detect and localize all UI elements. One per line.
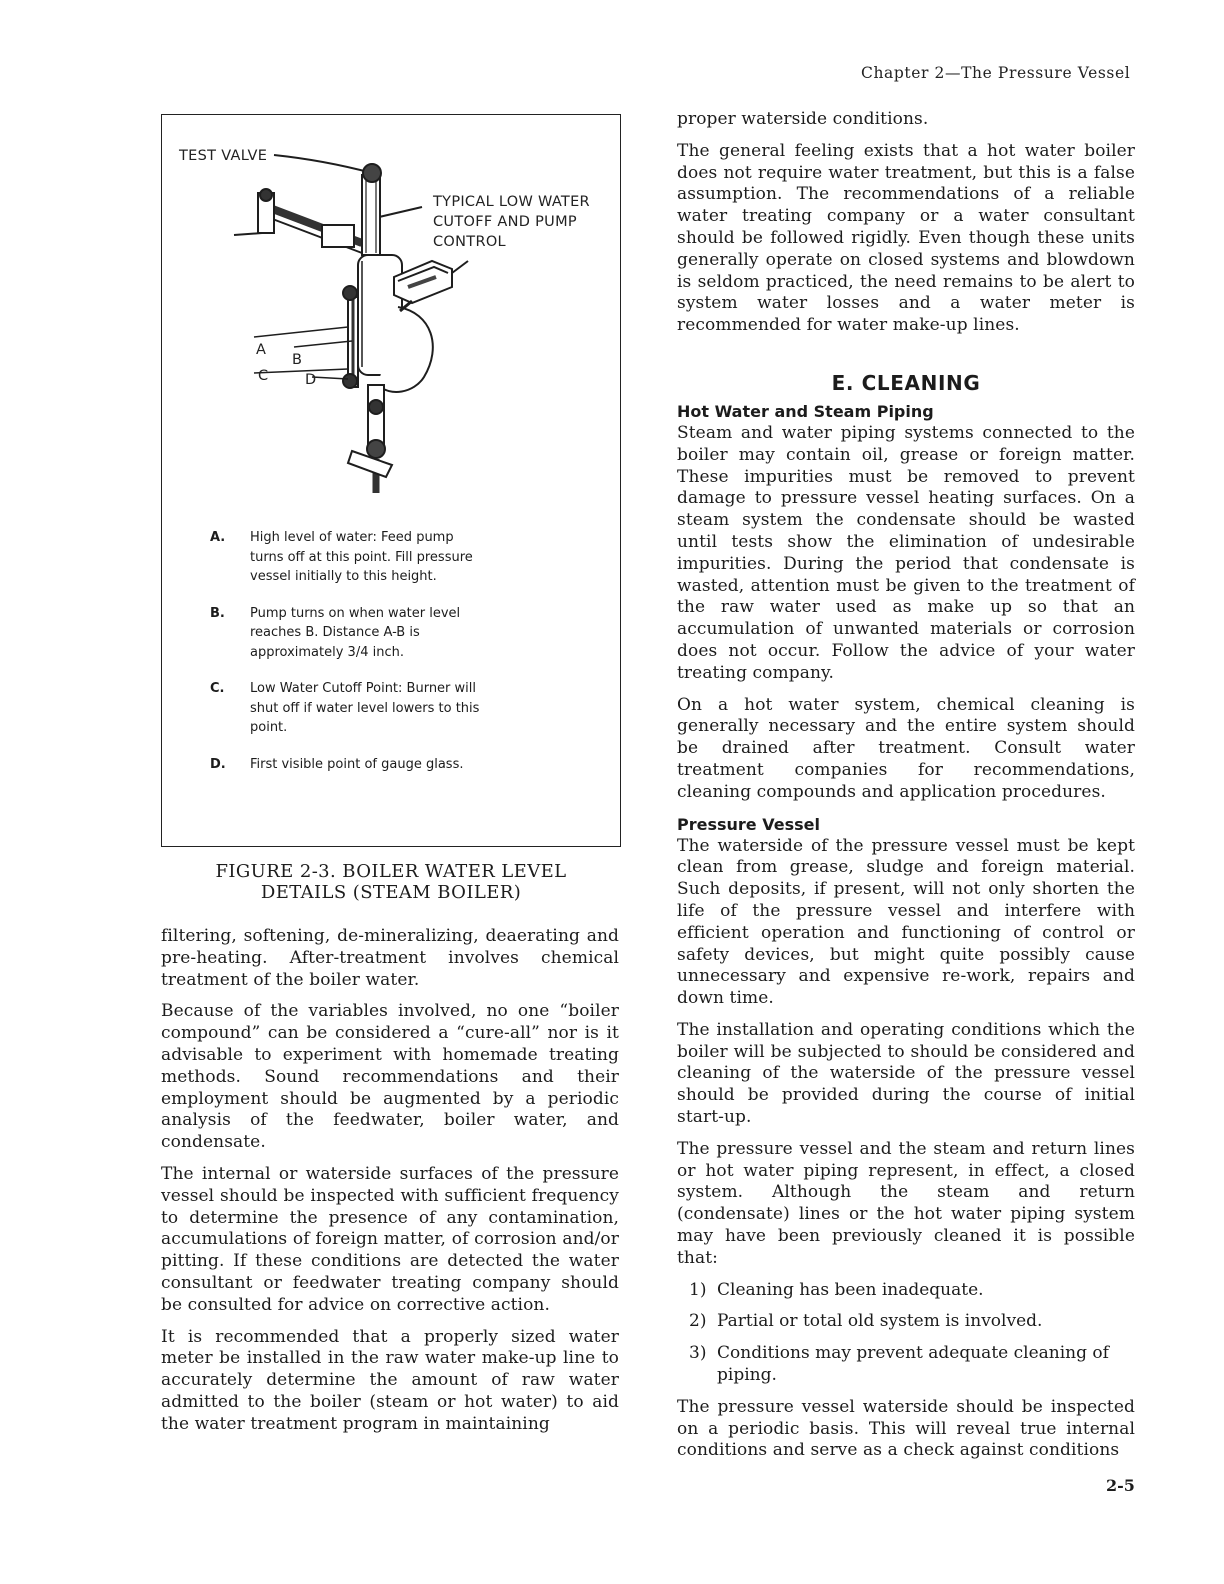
paragraph: The pressure vessel waterside should be inspected on a periodic basis. This will reveal true internal conditions and serve as a check against conditions: [677, 1396, 1135, 1461]
note-text: Pump turns on when water level reaches B. Distance A-B is approximately 3/4 inch.: [250, 605, 461, 660]
list-number: 1): [689, 1279, 707, 1300]
label-typical-line1: TYPICAL LOW WATER: [433, 194, 590, 210]
label-d: D: [305, 372, 317, 388]
page-number: 2-5: [1106, 1476, 1135, 1495]
note-letter: D.: [210, 756, 226, 772]
note-a: [210, 528, 550, 587]
note-c: [210, 679, 550, 738]
figure-boiler-water-level: [161, 114, 621, 847]
left-column: [161, 926, 619, 1446]
right-column: [677, 109, 1135, 1472]
label-a: A: [256, 342, 267, 358]
list-item: [689, 1311, 1135, 1333]
paragraph: The waterside of the pressure vessel must be kept clean from grease, sludge and foreign material. Such deposits, if present, will not only shorten the life of the pressure vessel and interfere with efficient operation and functioning of control or safety devices, but might quite possibly cause unnecessary and expensive re-work, repairs and down time.: [677, 835, 1135, 1009]
figure-caption: [161, 861, 621, 903]
section-title: E. CLEANING: [831, 370, 981, 395]
note-letter: B.: [210, 605, 225, 621]
list-text: Cleaning has been inadequate.: [717, 1279, 984, 1300]
label-b: B: [292, 352, 303, 368]
figure-notes: [210, 528, 550, 791]
subhead-pressure-vessel: Pressure Vessel: [677, 814, 820, 834]
paragraph: On a hot water system, chemical cleaning is generally necessary and the entire system should be drained after treatment. Consult water treatment companies for recommendations, cleaning compounds and application procedures.: [677, 694, 1135, 802]
note-letter: A.: [210, 530, 226, 545]
paragraph: The pressure vessel and the steam and return lines or hot water piping represent, in effect, a closed system. Although the steam and return (condensate) lines or the hot water piping system may have been previously cleaned it is possible that:: [677, 1138, 1135, 1268]
paragraph: The internal or waterside surfaces of the pressure vessel should be inspected with sufficient frequency to determine the presence of any contamination, accumulations of foreign matter, of corrosion and/or pitting. If these conditions are detected the water consultant or feedwater treating company should be consulted for advice on corrective action.: [161, 1163, 619, 1315]
list-item: [689, 1280, 1135, 1302]
note-b: [210, 604, 550, 663]
list-text: Partial or total old system is involved.: [717, 1311, 1043, 1332]
paragraph: filtering, softening, de-mineralizing, deaerating and pre-heating. After-treatment involves chemical treatment of the boiler water.: [161, 926, 619, 990]
subhead-piping: Hot Water and Steam Piping: [677, 401, 934, 421]
list-number: 3): [689, 1343, 707, 1364]
label-test-valve: TEST VALVE: [179, 148, 268, 164]
paragraph: The general feeling exists that a hot water boiler does not require water treatment, but this is a false assumption. The recommendations of a reliable water treating company or a water consultant should be followed rigidly. Even though these units generally operate on closed systems and blowdown is seldom practiced, the need remains to be alert to system water losses and a water meter is recommended for water make-up lines.: [677, 140, 1135, 336]
note-text: Low Water Cutoff Point: Burner will shut off if water level lowers to this point.: [250, 681, 480, 735]
list-number: 2): [689, 1311, 707, 1332]
paragraph: proper waterside conditions.: [677, 109, 929, 129]
label-typical-line2: CUTOFF AND PUMP: [433, 214, 577, 230]
running-header: Chapter 2—The Pressure Vessel: [861, 64, 1131, 82]
label-c: C: [258, 368, 269, 384]
note-d: [210, 755, 550, 775]
list-text: Conditions may prevent adequate cleaning of piping.: [717, 1343, 1109, 1386]
note-letter: C.: [210, 681, 225, 696]
paragraph: Steam and water piping systems connected to the boiler may contain oil, grease or foreign matter. These impurities must be removed to prevent damage to pressure vessel heating surfaces. On a steam system the condensate should be wasted until tests show the elimination of undesirable impurities. During the period that condensate is wasted, attention must be given to the treatment of the raw water used as make up so that an accumulation of unwanted materials or corrosion does not occur. Follow the advice of your water treating company.: [677, 422, 1135, 683]
paragraph: It is recommended that a properly sized water meter be installed in the raw water make-up line to accurately determine the amount of raw water admitted to the boiler (steam or hot water) to aid the water treatment program in maintaining: [161, 1326, 619, 1434]
note-text: First visible point of gauge glass.: [250, 756, 464, 772]
caption-line1: FIGURE 2-3. BOILER WATER LEVEL: [215, 861, 567, 882]
note-text: High level of water: Feed pump turns off at this point. Fill pressure vessel initially to this height.: [250, 530, 473, 584]
list-item: [689, 1343, 1135, 1387]
paragraph: The installation and operating conditions which the boiler will be subjected to should be considered and cleaning of the waterside of the pressure vessel should be provided during the course of initial start-up.: [677, 1019, 1135, 1128]
caption-line2: DETAILS (STEAM BOILER): [260, 882, 522, 903]
test-valve-leader: [274, 155, 372, 173]
paragraph: Because of the variables involved, no one “boiler compound” can be considered a “cure-all” nor is it advisable to experiment with homemade treating methods. Sound recommendations and their employment should be augmented by a periodic analysis of the feedwater, boiler water, and condensate.: [161, 1001, 619, 1153]
label-typical-line3: CONTROL: [433, 234, 506, 250]
